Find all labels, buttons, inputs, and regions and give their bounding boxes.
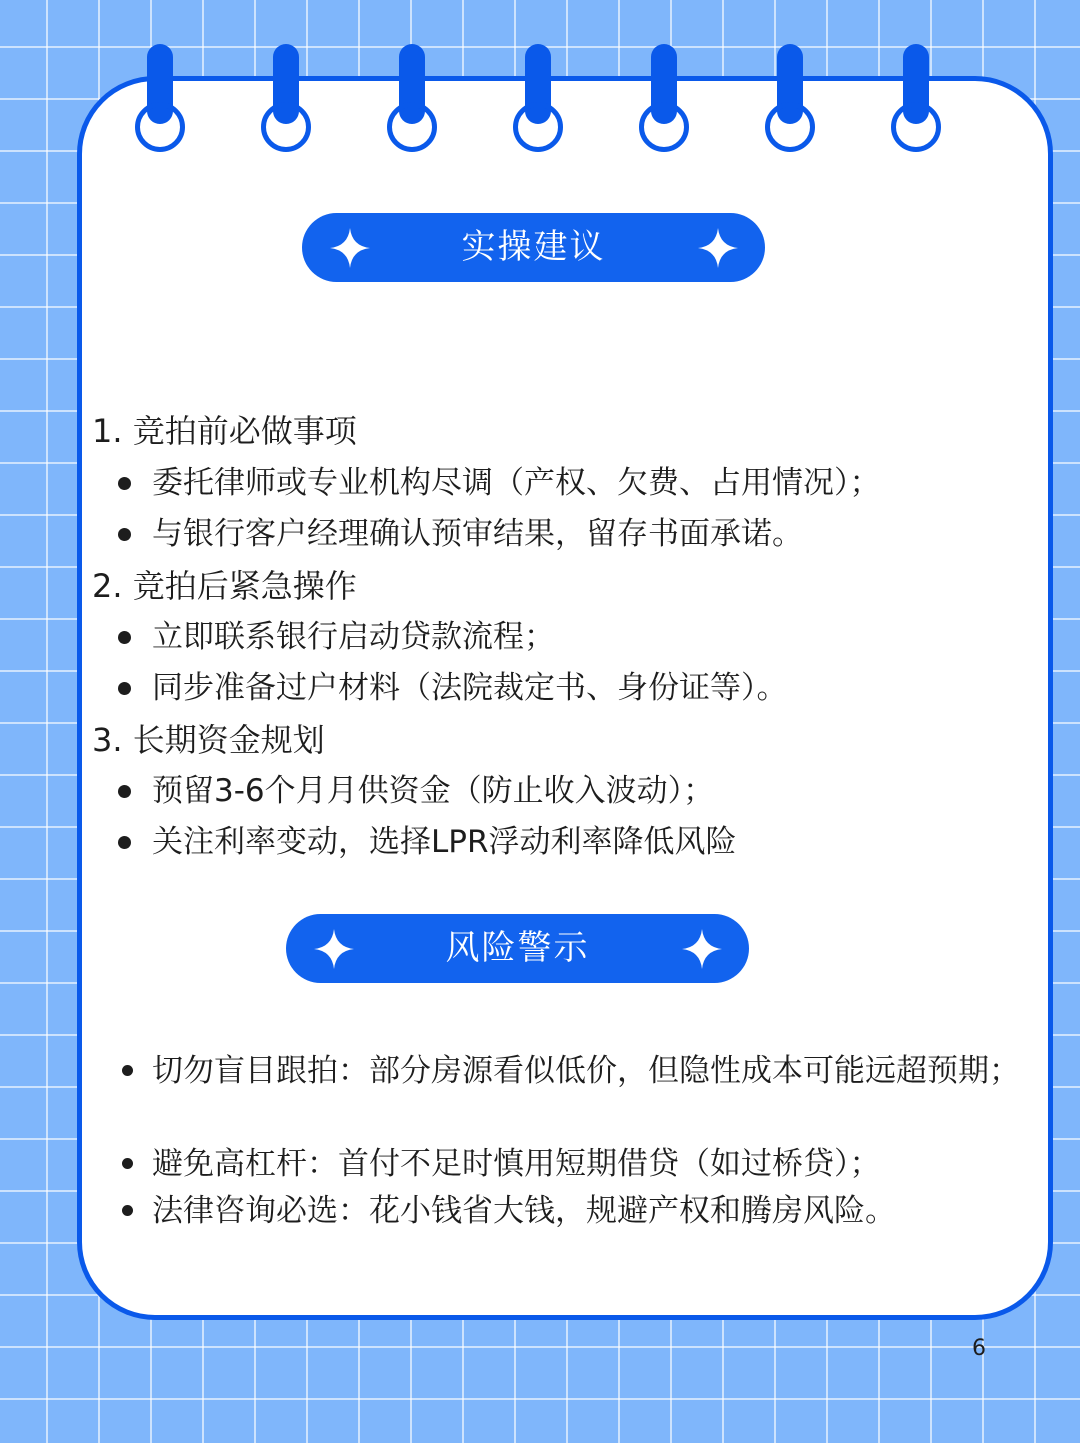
binder-ring-icon xyxy=(513,44,563,154)
sparkle-icon xyxy=(682,929,722,969)
section-title-pill xyxy=(302,213,765,282)
list-item-text: 关注利率变动，选择LPR浮动利率降低风险 xyxy=(152,824,737,860)
bullet-dot-icon xyxy=(122,1065,133,1076)
list-item xyxy=(118,1048,1038,1095)
bullet-dot-icon xyxy=(118,682,131,695)
list-item-text: 法律咨询必选：花小钱省大钱，规避产权和腾房风险。 xyxy=(152,1193,896,1229)
list-item xyxy=(118,1141,1038,1188)
list-item-text: 预留3-6个月月供资金（防止收入波动）； xyxy=(152,773,715,809)
bullet-dot-icon xyxy=(122,1158,133,1169)
group-heading: 2. 竞拍后紧急操作 xyxy=(92,567,357,605)
bullet-dot-icon xyxy=(118,528,131,541)
list-item-text: 避免高杠杆：首付不足时慎用短期借贷（如过桥贷）； xyxy=(152,1146,881,1182)
binder-ring-icon xyxy=(765,44,815,154)
bullet-dot-icon xyxy=(118,836,131,849)
list-item-text: 与银行客户经理确认预审结果，留存书面承诺。 xyxy=(152,516,803,552)
section-title-pill xyxy=(286,914,749,983)
group-heading: 3. 长期资金规划 xyxy=(92,721,325,759)
list-item-text: 立即联系银行启动贷款流程； xyxy=(152,619,555,655)
section-title: 风险警示 xyxy=(445,928,590,968)
binder-ring-icon xyxy=(387,44,437,154)
binder-ring-icon xyxy=(261,44,311,154)
binder-ring-icon xyxy=(639,44,689,154)
binder-ring-icon xyxy=(135,44,185,154)
bullet-dot-icon xyxy=(122,1205,133,1216)
list-item-text: 切勿盲目跟拍：部分房源看似低价，但隐性成本可能远超预期； xyxy=(152,1053,1020,1089)
list-item xyxy=(118,1188,1038,1235)
page-number: 6 xyxy=(972,1336,986,1361)
group-heading: 1. 竞拍前必做事项 xyxy=(92,412,357,450)
section-title: 实操建议 xyxy=(461,227,606,267)
sparkle-icon xyxy=(698,228,738,268)
bullet-dot-icon xyxy=(118,477,131,490)
bullet-dot-icon xyxy=(118,631,131,644)
list-item-text: 同步准备过户材料（法院裁定书、身份证等）。 xyxy=(152,670,788,706)
binder-ring-icon xyxy=(891,44,941,154)
list-item-text: 委托律师或专业机构尽调（产权、欠费、占用情况）； xyxy=(152,465,881,501)
bullet-dot-icon xyxy=(118,785,131,798)
